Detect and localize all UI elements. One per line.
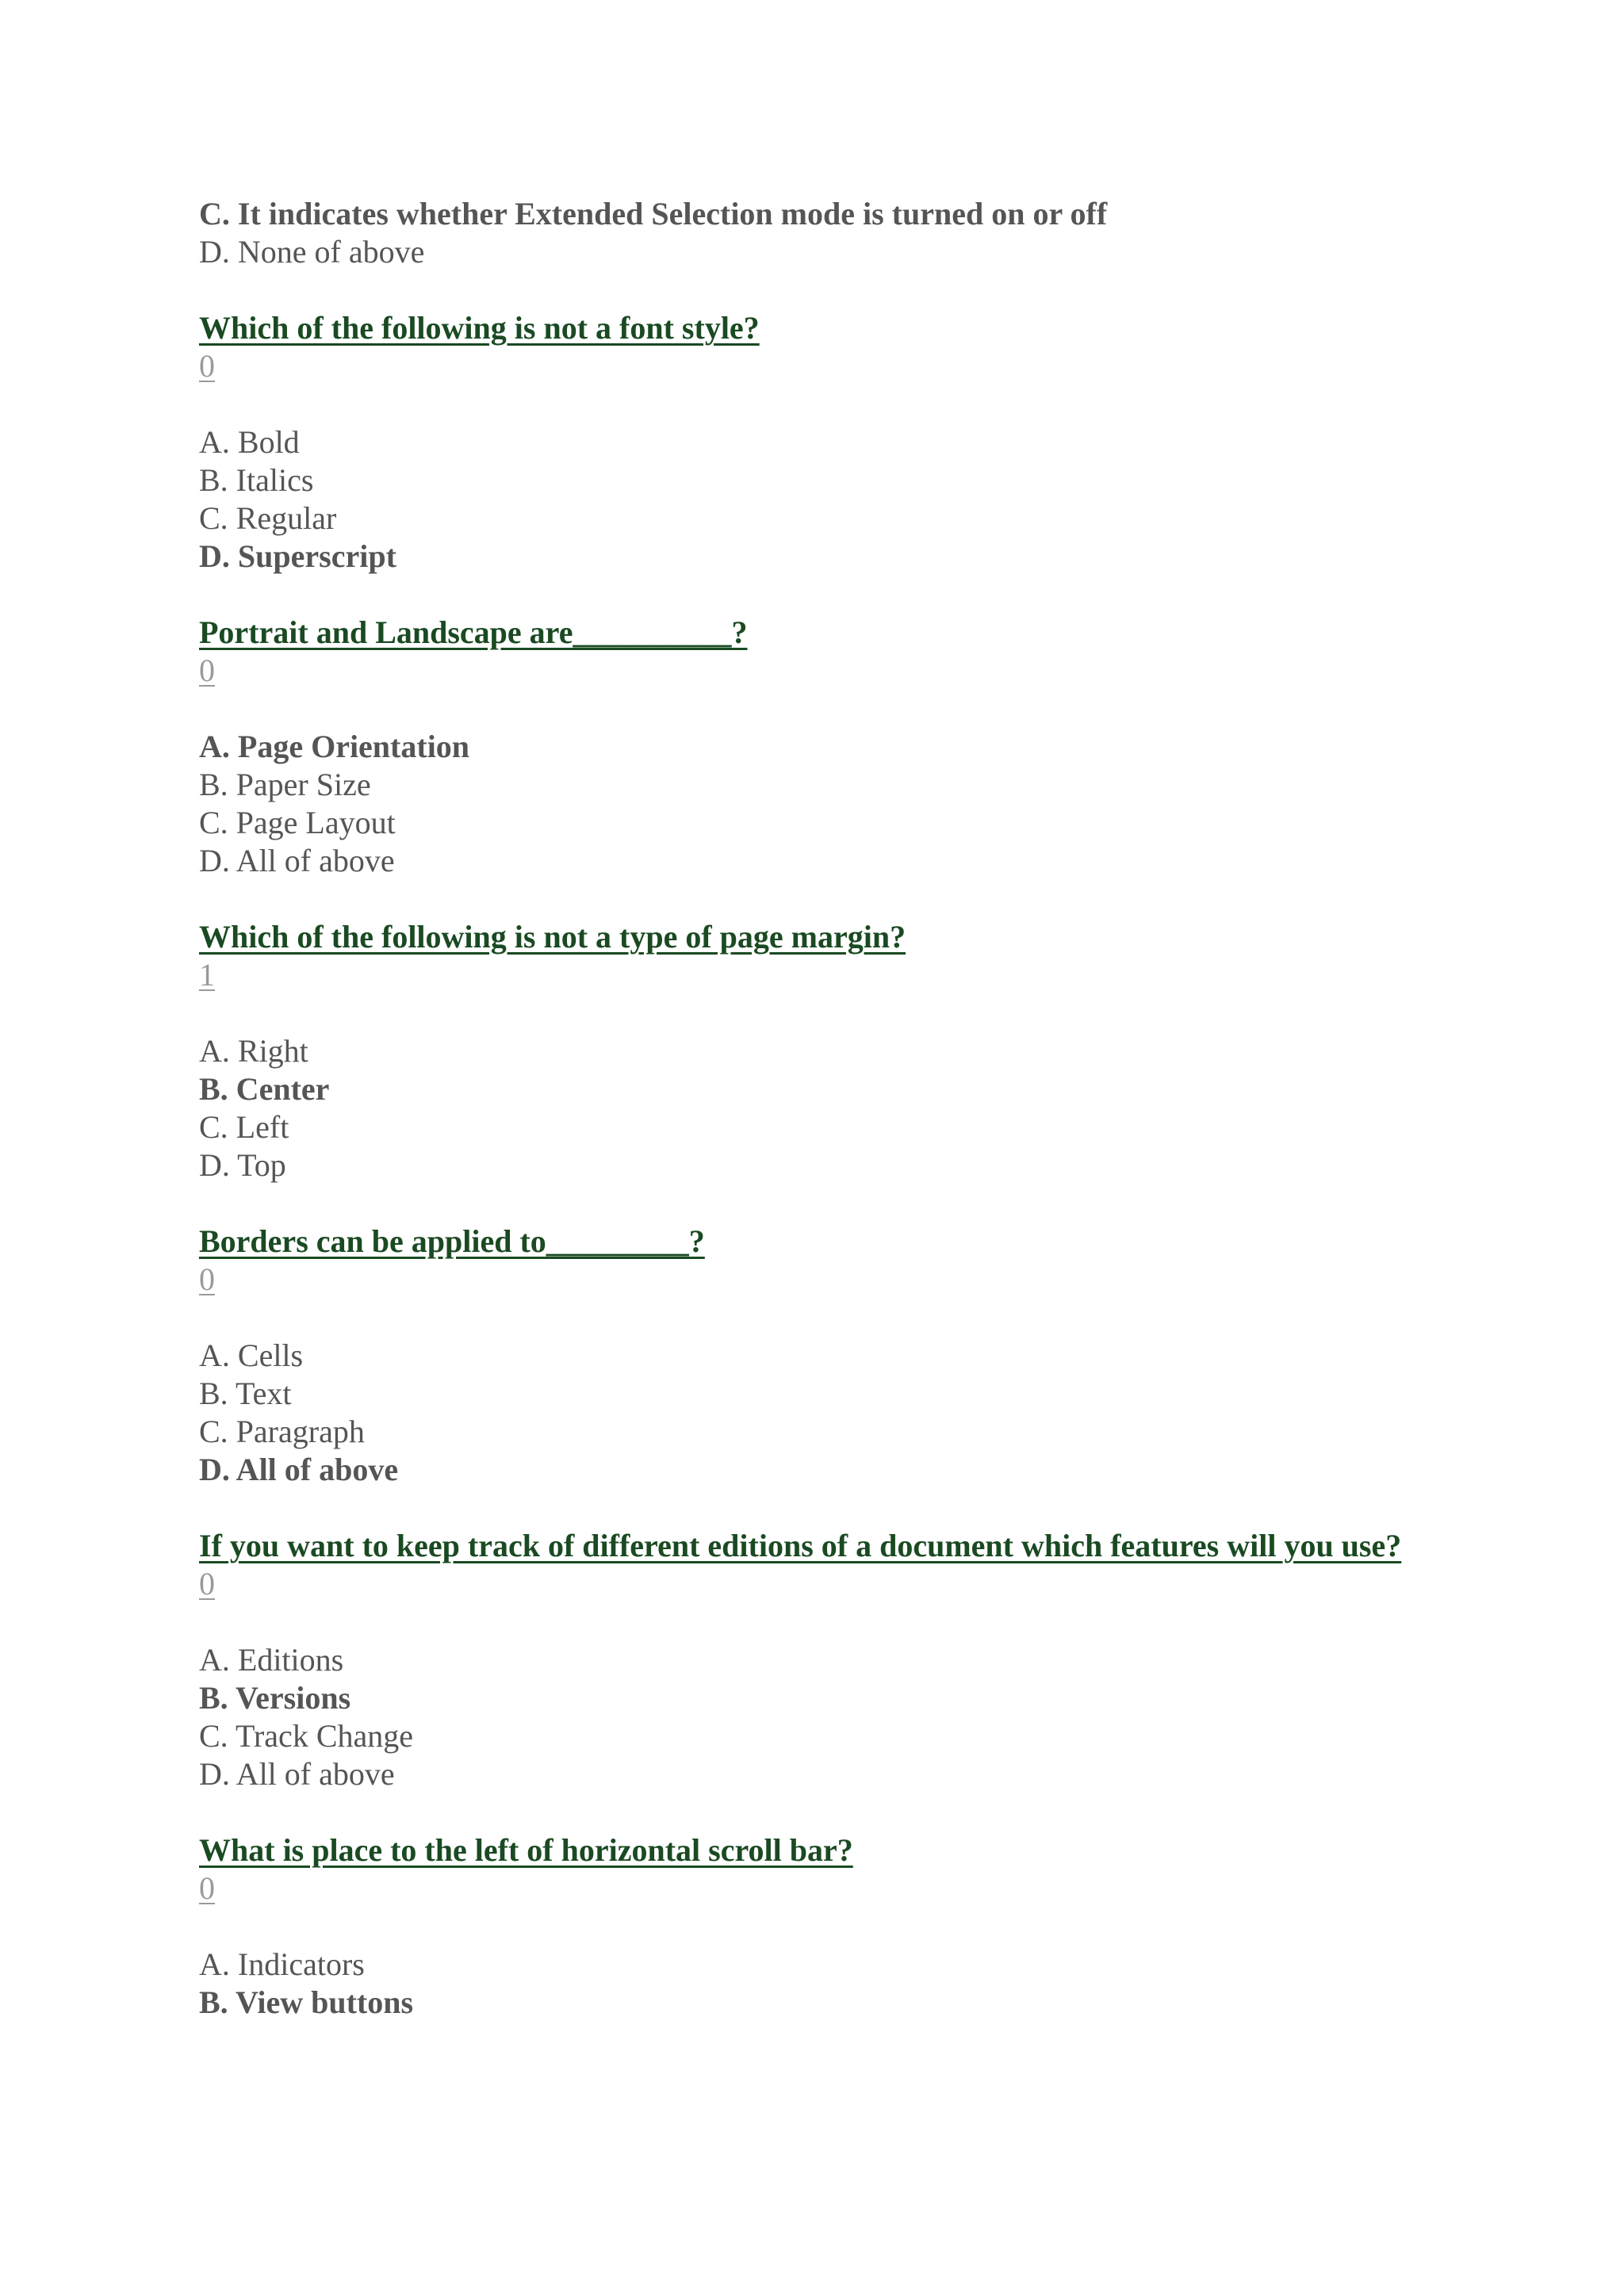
vote-count-link[interactable]: 0 (199, 348, 215, 384)
option: A. Right (199, 1033, 308, 1069)
vote-count-link[interactable]: 0 (199, 652, 215, 688)
question-title[interactable]: Portrait and Landscape are__________? (199, 614, 748, 650)
spacer (199, 576, 1436, 614)
option-correct: D. Superscript (199, 538, 396, 574)
option-correct: C. It indicates whether Extended Selection mode is turned on or off (199, 196, 1108, 232)
option: C. Paragraph (199, 1414, 365, 1449)
vote-count-link[interactable]: 1 (199, 957, 215, 993)
option: C. Page Layout (199, 805, 396, 840)
question-title[interactable]: Which of the following is not a type of page margin? (199, 919, 906, 955)
option-correct: A. Page Orientation (199, 729, 470, 764)
spacer (199, 1299, 1436, 1337)
spacer (199, 1184, 1436, 1223)
option: A. Editions (199, 1642, 344, 1678)
option: B. Paper Size (199, 767, 371, 802)
question-title[interactable]: If you want to keep track of different editions of a document which features will you use? (199, 1528, 1402, 1563)
option-correct: B. Versions (199, 1680, 351, 1716)
vote-count-link[interactable]: 0 (199, 1870, 215, 1906)
option: B. Italics (199, 462, 314, 498)
option: C. Regular (199, 500, 337, 536)
question-block (199, 1527, 1436, 1793)
question-block (199, 1223, 1436, 1489)
spacer (199, 1793, 1436, 1831)
option: D. None of above (199, 234, 425, 270)
spacer (199, 994, 1436, 1032)
option: A. Indicators (199, 1946, 365, 1982)
spacer (199, 1603, 1436, 1641)
option-correct: B. View buttons (199, 1984, 414, 2020)
question-block (199, 614, 1436, 880)
spacer (199, 1908, 1436, 1946)
intro-options (199, 195, 1436, 271)
spacer (199, 690, 1436, 728)
option: A. Bold (199, 424, 300, 460)
vote-count-link[interactable]: 0 (199, 1566, 215, 1601)
option: D. Top (199, 1147, 286, 1183)
question-block (199, 1831, 1436, 2022)
option: A. Cells (199, 1337, 304, 1373)
option: D. All of above (199, 1756, 395, 1792)
question-block (199, 918, 1436, 1184)
spacer (199, 1489, 1436, 1527)
option: C. Track Change (199, 1718, 413, 1754)
spacer (199, 271, 1436, 309)
option-correct: B. Center (199, 1071, 330, 1107)
option: B. Text (199, 1376, 292, 1411)
question-title[interactable]: Which of the following is not a font style? (199, 310, 760, 346)
option: C. Left (199, 1109, 289, 1145)
spacer (199, 385, 1436, 423)
option-correct: D. All of above (199, 1452, 399, 1487)
option: D. All of above (199, 843, 395, 878)
vote-count-link[interactable]: 0 (199, 1261, 215, 1297)
spacer (199, 880, 1436, 918)
question-block (199, 309, 1436, 576)
quiz-document (199, 195, 1436, 2022)
question-title[interactable]: What is place to the left of horizontal scroll bar? (199, 1832, 853, 1868)
question-title[interactable]: Borders can be applied to_________? (199, 1223, 705, 1259)
